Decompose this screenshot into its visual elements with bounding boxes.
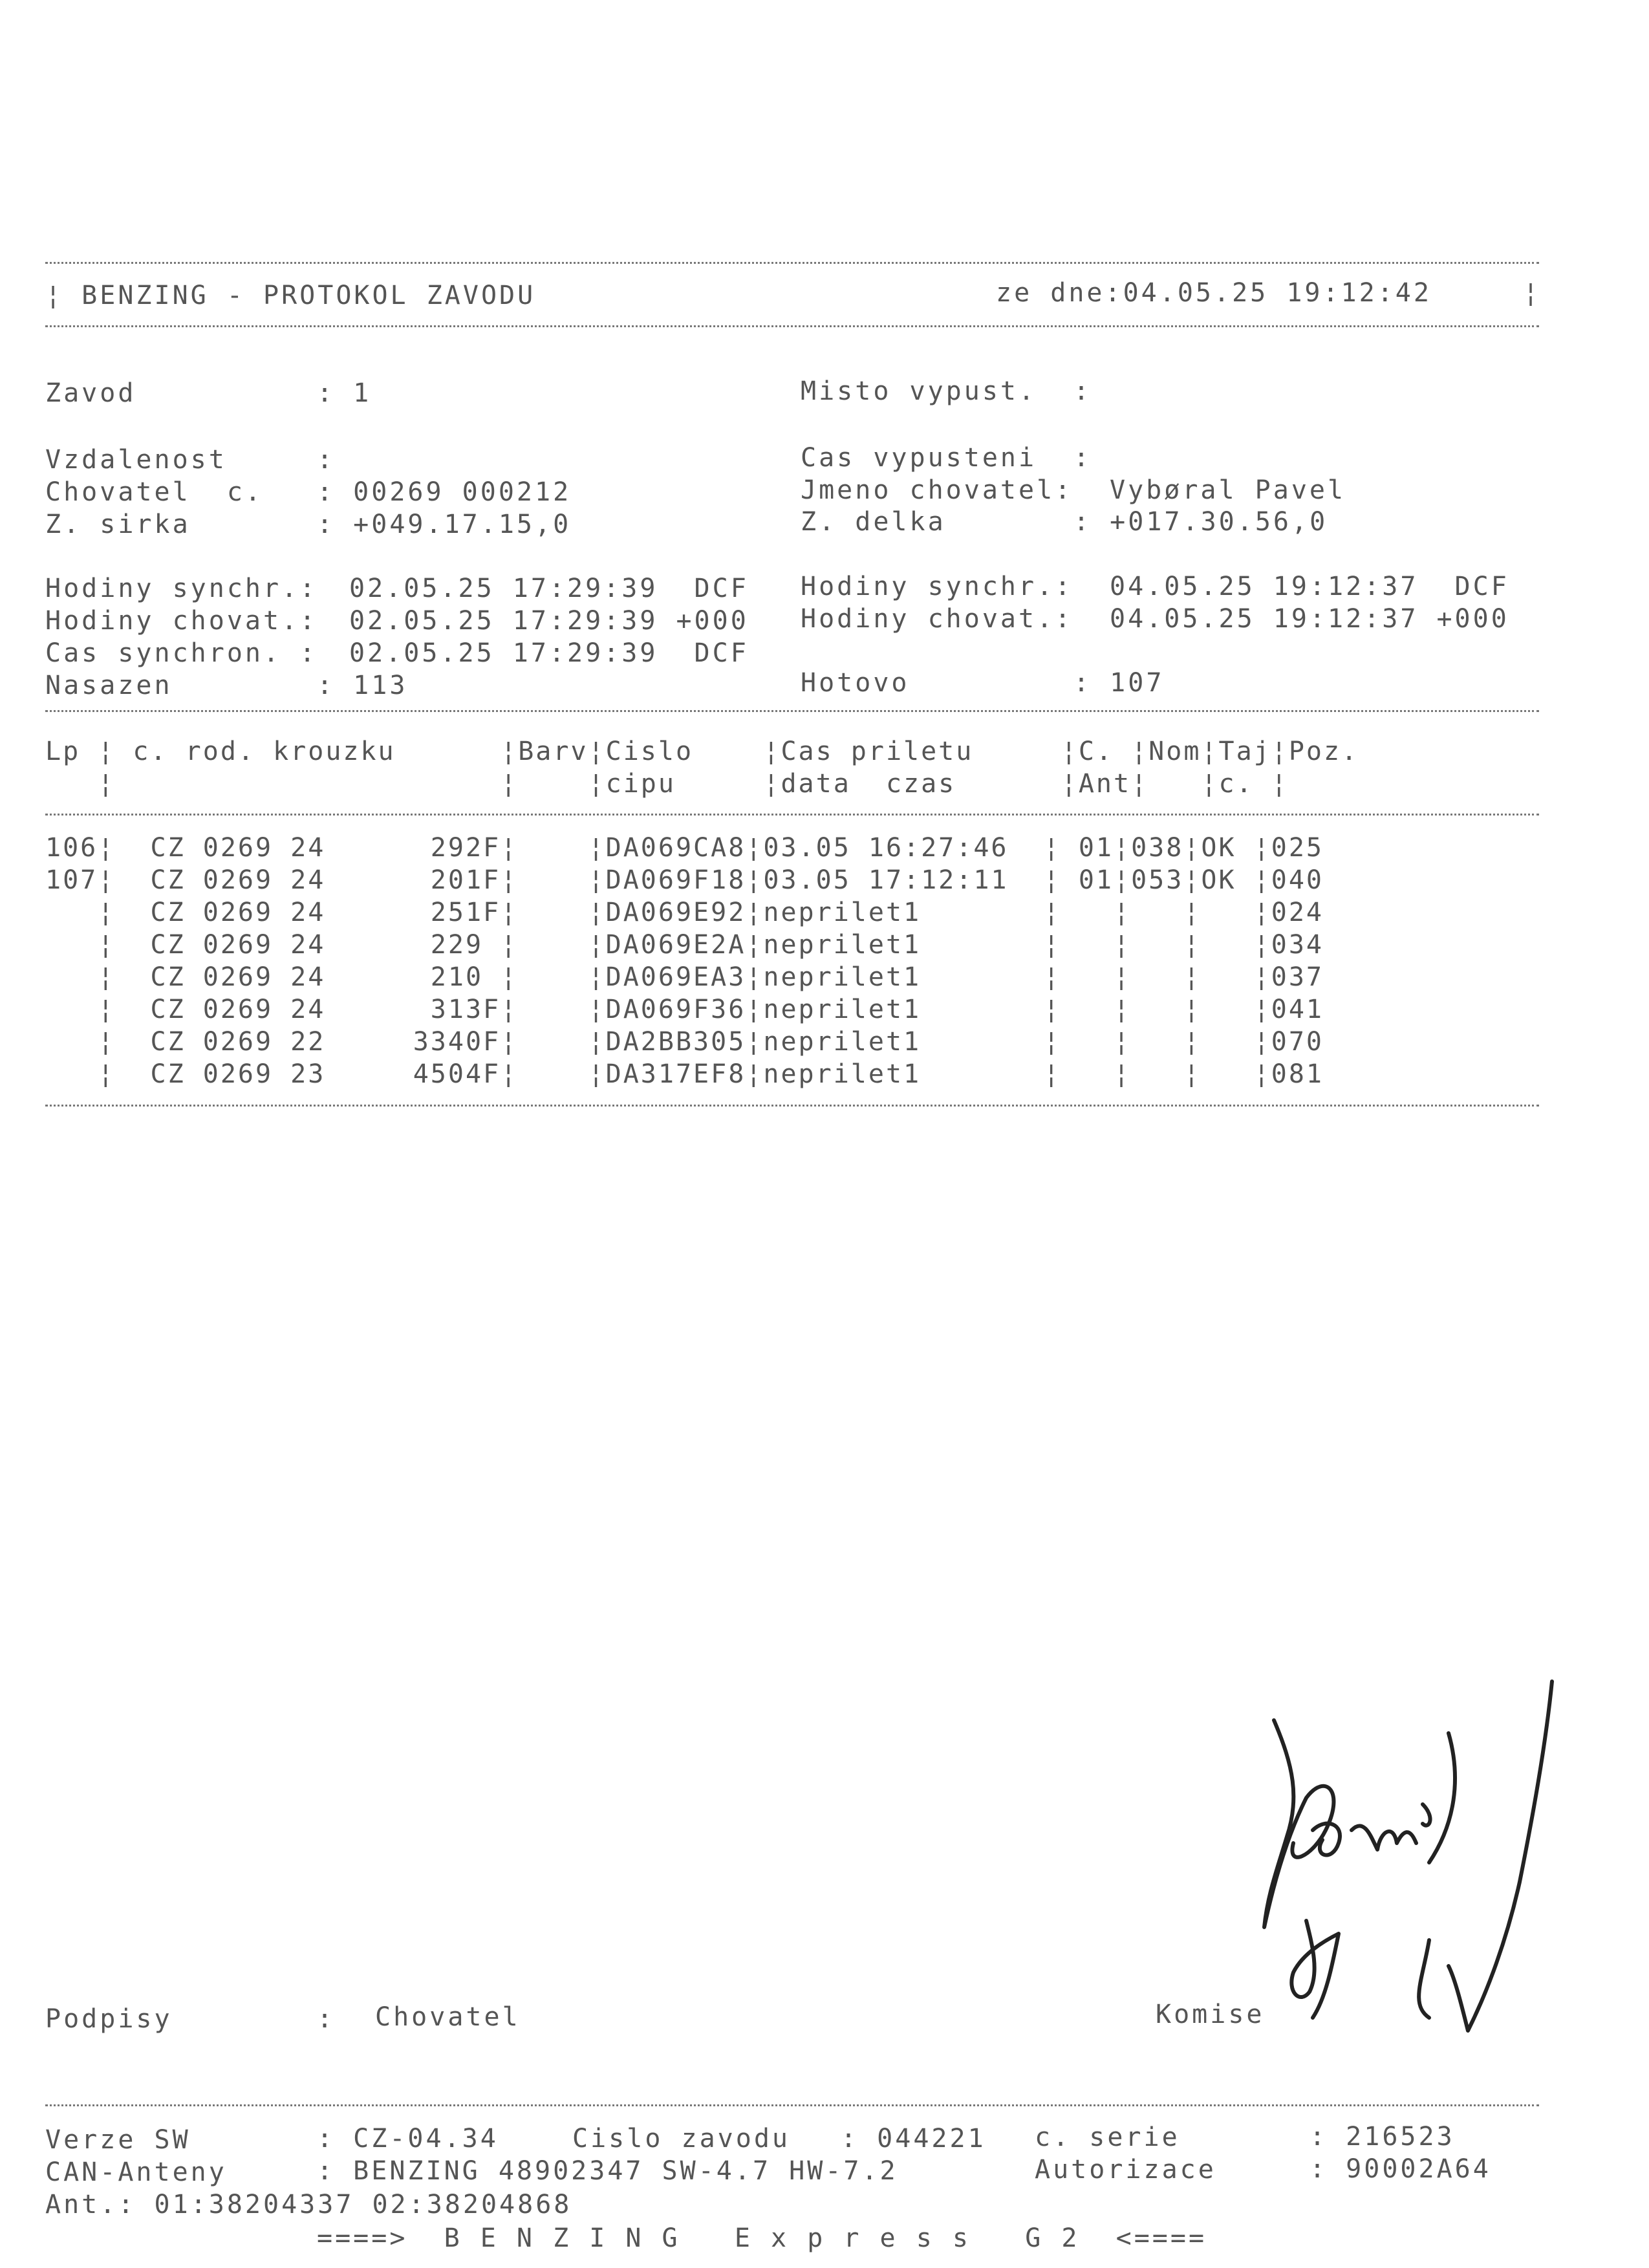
hodiny-chovat-label: Hodiny chovat.: (45, 606, 318, 636)
can-anteny-value: : BENZING 48902347 SW-4.7 HW-7.2 (317, 2156, 898, 2186)
cas-synchron-value: 02.05.25 17:29:39 DCF (349, 638, 749, 668)
vzdalenost-value: : (317, 445, 336, 475)
verze-label: Verze SW (45, 2125, 191, 2155)
jmeno-label: Jmeno chovatel: (801, 475, 1073, 505)
delka-label: Z. delka (801, 507, 946, 537)
chovatel-signature-label: Chovatel (375, 2002, 521, 2032)
nasazen-label: Nasazen (45, 671, 173, 700)
zavod-label: Zavod (45, 378, 136, 408)
divider (45, 710, 1539, 712)
benzing-express-banner: ====> B E N Z I N G E x p r e s s G 2 <==== (317, 2223, 1207, 2253)
serie-value: : 216523 (1310, 2122, 1455, 2152)
hodiny-chovat-value-right: 04.05.25 19:12:37 +000 (1110, 604, 1509, 634)
divider (45, 262, 1539, 264)
table-row: ¦ CZ 0269 24 210 ¦ ¦DA069EA3¦neprilet1 ¦ ¦ ¦ ¦037 (45, 962, 1324, 992)
antenna-line: Ant.: 01:38204337 02:38204868 (45, 2190, 572, 2219)
can-anteny-label: CAN-Anteny (45, 2157, 227, 2187)
table-row: ¦ CZ 0269 23 4504F¦ ¦DA317EF8¦neprilet1 ¦ ¦ ¦ ¦081 (45, 1059, 1324, 1089)
cas-vypusteni-value: : (1073, 443, 1092, 473)
table-row: 106¦ CZ 0269 24 292F¦ ¦DA069CA8¦03.05 16:27:46 ¦ 01¦038¦OK ¦025 (45, 833, 1324, 863)
divider (45, 2104, 1539, 2106)
vzdalenost-label: Vzdalenost (45, 445, 227, 475)
hodiny-synchr-value: 02.05.25 17:29:39 DCF (349, 574, 749, 603)
chovatel-label: Chovatel c. (45, 477, 263, 507)
cas-vypusteni-label: Cas vypusteni (801, 443, 1037, 473)
podpisy-label: Podpisy (45, 2004, 173, 2034)
nasazen-value: : 113 (317, 671, 408, 700)
protocol-date: ze dne:04.05.25 19:12:42 (996, 278, 1432, 308)
divider (45, 325, 1539, 327)
hodiny-synchr-label: Hodiny synchr.: (45, 574, 318, 603)
hotovo-label: Hotovo (801, 668, 910, 698)
hodiny-chovat-label-right: Hodiny chovat.: (801, 604, 1073, 634)
table-row: ¦ CZ 0269 24 313F¦ ¦DA069F36¦neprilet1 ¦ ¦ ¦ ¦041 (45, 995, 1324, 1024)
jmeno-value: Vybøral Pavel (1110, 475, 1346, 505)
cas-synchron-label: Cas synchron. : (45, 638, 318, 668)
divider (45, 1105, 1539, 1107)
divider (45, 814, 1539, 815)
hotovo-value: : 107 (1073, 668, 1165, 698)
delka-value: : +017.30.56,0 (1073, 507, 1328, 537)
table-row: 107¦ CZ 0269 24 201F¦ ¦DA069F18¦03.05 17:12:11 ¦ 01¦053¦OK ¦040 (45, 865, 1324, 895)
komise-signature-label: Komise (1156, 2000, 1265, 2029)
zavod-value: : 1 (317, 378, 372, 408)
table-header-row1: Lp ¦ c. rod. krouzku ¦Barv¦Cislo ¦Cas priletu ¦C. ¦Nom¦Taj¦Poz. (45, 737, 1359, 766)
misto-value: : (1073, 376, 1092, 406)
table-row: ¦ CZ 0269 22 3340F¦ ¦DA2BB305¦neprilet1 ¦ ¦ ¦ ¦070 (45, 1027, 1324, 1057)
hodiny-synchr-label-right: Hodiny synchr.: (801, 572, 1073, 601)
serie-label: c. serie (1035, 2122, 1180, 2152)
table-row: ¦ CZ 0269 24 229 ¦ ¦DA069E2A¦neprilet1 ¦ ¦ ¦ ¦034 (45, 930, 1324, 960)
cislo-zavodu-label: Cislo zavodu (572, 2124, 790, 2154)
sirka-value: : +049.17.15,0 (317, 510, 572, 539)
cislo-zavodu-value: : 044221 (841, 2124, 986, 2154)
sirka-label: Z. sirka (45, 510, 191, 539)
verze-value: : CZ-04.34 (317, 2124, 499, 2154)
chovatel-value: : 00269 000212 (317, 477, 572, 507)
autorizace-value: : 90002A64 (1310, 2154, 1491, 2184)
misto-label: Misto vypust. (801, 376, 1037, 406)
header-end-bar: ¦ (1523, 278, 1542, 308)
hodiny-chovat-value: 02.05.25 17:29:39 +000 (349, 606, 749, 636)
autorizace-label: Autorizace (1035, 2155, 1216, 2185)
hodiny-synchr-value-right: 04.05.25 19:12:37 DCF (1110, 572, 1509, 601)
table-header-row2: ¦ ¦ ¦cipu ¦data czas ¦Ant¦ ¦c. ¦ (45, 769, 1289, 799)
table-row: ¦ CZ 0269 24 251F¦ ¦DA069E92¦neprilet1 ¦ ¦ ¦ ¦024 (45, 898, 1324, 927)
komise-signature (1216, 1669, 1578, 2082)
protocol-title: ¦ BENZING - PROTOKOL ZAVODU (45, 281, 536, 310)
podpisy-separator: : (317, 2004, 336, 2034)
